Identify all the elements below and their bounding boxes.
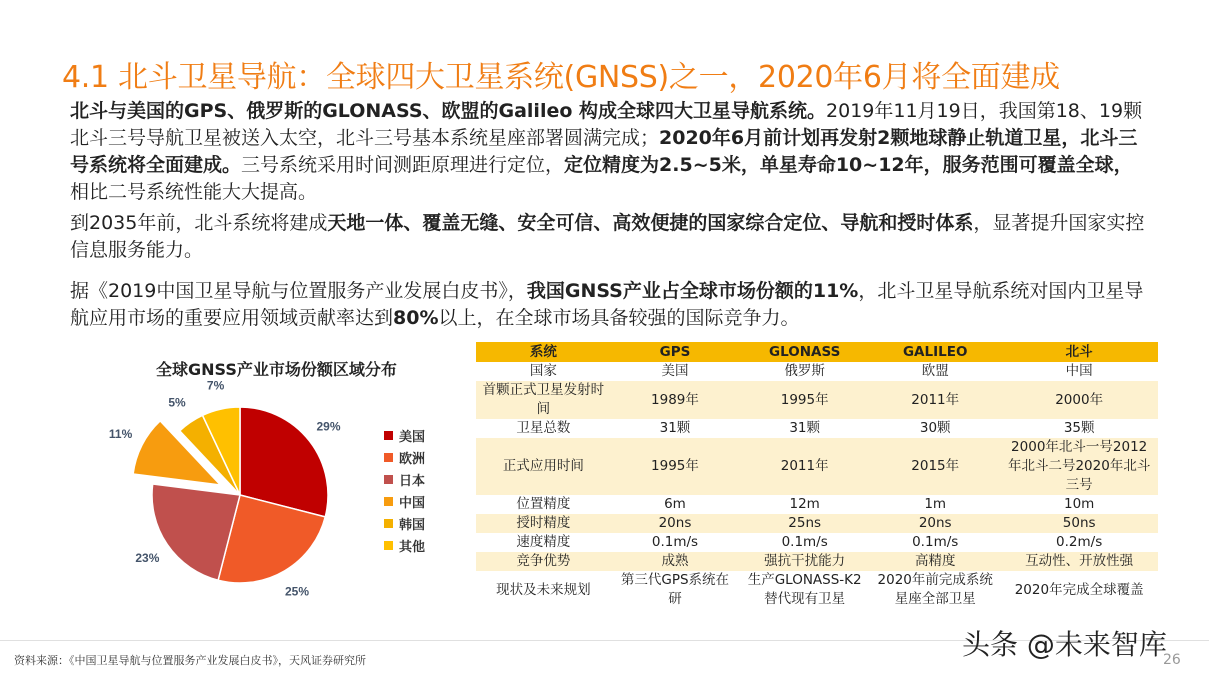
table-cell: 2015年 xyxy=(870,438,1000,495)
text-segment: 80% xyxy=(393,307,439,329)
table-row xyxy=(476,362,1158,381)
table-cell: 20ns xyxy=(870,514,1000,533)
legend-swatch xyxy=(384,453,393,462)
legend-item xyxy=(384,424,425,446)
table-cell: 互动性、开放性强 xyxy=(1000,552,1158,571)
table-header-cell: GLONASS xyxy=(739,342,870,362)
page-title: 4.1 北斗卫星导航：全球四大卫星系统(GNSS)之一，2020年6月将全面建成 xyxy=(62,60,1060,95)
text-segment: 我国GNSS产业占全球市场份额的11% xyxy=(526,280,859,302)
table-cell: 强抗干扰能力 xyxy=(739,552,870,571)
table-cell: 0.1m/s xyxy=(870,533,1000,552)
legend-item xyxy=(384,512,425,534)
pie-data-label: 29% xyxy=(316,419,341,434)
legend-label: 欧洲 xyxy=(399,451,426,467)
table-cell: 20ns xyxy=(611,514,740,533)
table-cell: 2020年完成全球覆盖 xyxy=(1000,571,1158,609)
legend-item xyxy=(384,446,425,468)
legend-label: 其他 xyxy=(399,539,426,555)
table-cell: 2000年 xyxy=(1000,381,1158,419)
table-row xyxy=(476,533,1158,552)
pie-legend xyxy=(384,424,425,556)
paragraph-2035-plan xyxy=(70,210,1145,264)
text-segment: 天地一体、覆盖无缝、安全可信、高效便捷的国家综合定位、导航和授时体系 xyxy=(327,212,974,234)
text-segment: 2020年6月前计划再发射2颗地球静止轨道卫星，北斗三号系统将全面建成。 xyxy=(70,127,1138,176)
table-cell: 10m xyxy=(1000,495,1158,514)
table-cell: 现状及未来规划 xyxy=(476,571,611,609)
table-cell: 第三代GPS系统在研 xyxy=(611,571,740,609)
paragraph-market-share xyxy=(70,278,1145,332)
table-cell: 25ns xyxy=(739,514,870,533)
page-number: 26 xyxy=(1163,652,1181,668)
table-cell: 俄罗斯 xyxy=(739,362,870,381)
table-cell: 0.1m/s xyxy=(739,533,870,552)
table-cell: 31颗 xyxy=(739,419,870,438)
table-cell: 生产GLONASS-K2替代现有卫星 xyxy=(739,571,870,609)
gnss-comparison-table xyxy=(476,342,1158,609)
text-segment: 三号系统采用时间测距原理进行定位， xyxy=(241,154,565,176)
text-segment: 北斗与美国的GPS、俄罗斯的GLONASS、欧盟的Galileo 构成全球四大卫星导航系统。 xyxy=(70,100,827,122)
table-cell: 50ns xyxy=(1000,514,1158,533)
table-row xyxy=(476,571,1158,609)
text-segment: ，北斗卫星导航系统对国内卫星导航应用市场的重要应用领域贡献率达到 xyxy=(70,280,1144,329)
watermark: 头条 @未来智库 xyxy=(962,628,1167,661)
table-cell: 卫星总数 xyxy=(476,419,611,438)
table-cell: 2020年前完成系统星座全部卫星 xyxy=(870,571,1000,609)
table-row xyxy=(476,419,1158,438)
table-header-cell: 系统 xyxy=(476,342,611,362)
table-header-cell: 北斗 xyxy=(1000,342,1158,362)
legend-label: 美国 xyxy=(399,429,426,445)
table-row xyxy=(476,381,1158,419)
table-cell: 1995年 xyxy=(611,438,740,495)
legend-swatch xyxy=(384,519,393,528)
text-segment: ，显著提升国家实控信息服务能力。 xyxy=(70,212,1145,261)
gnss-market-share-pie-chart xyxy=(80,380,380,610)
table-cell: 成熟 xyxy=(611,552,740,571)
table-cell: 1995年 xyxy=(739,381,870,419)
legend-swatch xyxy=(384,475,393,484)
text-segment: 2019年11月19日，我国第18、19颗北斗三号导航卫星被送入太空，北斗三号基本系统星座部署圆满完成； xyxy=(70,100,1143,149)
pie-data-label: 23% xyxy=(135,550,160,565)
table-cell: 正式应用时间 xyxy=(476,438,611,495)
table-cell: 2011年 xyxy=(739,438,870,495)
table-cell: 1989年 xyxy=(611,381,740,419)
legend-item xyxy=(384,490,425,512)
pie-data-label: 11% xyxy=(108,427,133,442)
table-cell: 0.1m/s xyxy=(611,533,740,552)
table-row xyxy=(476,495,1158,514)
text-segment: 定位精度为2.5~5米，单星寿命10~12年，服务范围可覆盖全球， xyxy=(564,154,1133,176)
table-cell: 欧盟 xyxy=(870,362,1000,381)
text-segment: 以上，在全球市场具备较强的国际竞争力。 xyxy=(438,307,800,329)
table-cell: 中国 xyxy=(1000,362,1158,381)
table-header-cell: GALILEO xyxy=(870,342,1000,362)
table-cell: 美国 xyxy=(611,362,740,381)
table-cell: 12m xyxy=(739,495,870,514)
table-cell: 高精度 xyxy=(870,552,1000,571)
table-header-row xyxy=(476,342,1158,362)
legend-item xyxy=(384,534,425,556)
legend-label: 日本 xyxy=(399,473,426,489)
table-cell: 1m xyxy=(870,495,1000,514)
table-cell: 0.2m/s xyxy=(1000,533,1158,552)
table-header-cell: GPS xyxy=(611,342,740,362)
pie-chart-title: 全球GNSS产业市场份额区域分布 xyxy=(156,360,397,379)
legend-label: 韩国 xyxy=(399,517,426,533)
table-row xyxy=(476,552,1158,571)
legend-swatch xyxy=(384,541,393,550)
pie-data-label: 25% xyxy=(284,584,310,599)
table-cell: 35颗 xyxy=(1000,419,1158,438)
legend-swatch xyxy=(384,497,393,506)
table-cell: 30颗 xyxy=(870,419,1000,438)
legend-swatch xyxy=(384,431,393,440)
paragraph-beidou-overview xyxy=(70,98,1145,206)
table-cell: 2000年北斗一号2012年北斗二号2020年北斗三号 xyxy=(1000,438,1158,495)
table-cell: 位置精度 xyxy=(476,495,611,514)
text-segment: 据《2019中国卫星导航与位置服务产业发展白皮书》， xyxy=(70,280,527,302)
legend-item xyxy=(384,468,425,490)
table-cell: 首颗正式卫星发射时间 xyxy=(476,381,611,419)
table-row xyxy=(476,438,1158,495)
table-row xyxy=(476,514,1158,533)
pie-data-label: 5% xyxy=(168,395,186,410)
source-note: 资料来源：《中国卫星导航与位置服务产业发展白皮书》，天风证券研究所 xyxy=(14,654,366,667)
table-cell: 授时精度 xyxy=(476,514,611,533)
table-cell: 速度精度 xyxy=(476,533,611,552)
table-cell: 国家 xyxy=(476,362,611,381)
text-segment: 相比二号系统性能大大提高。 xyxy=(70,181,318,203)
legend-label: 中国 xyxy=(399,495,426,511)
table-cell: 31颗 xyxy=(611,419,740,438)
table-cell: 竞争优势 xyxy=(476,552,611,571)
table-cell: 2011年 xyxy=(870,381,1000,419)
text-segment: 到2035年前，北斗系统将建成 xyxy=(70,212,328,234)
table-cell: 6m xyxy=(611,495,740,514)
pie-data-label: 7% xyxy=(206,380,225,393)
